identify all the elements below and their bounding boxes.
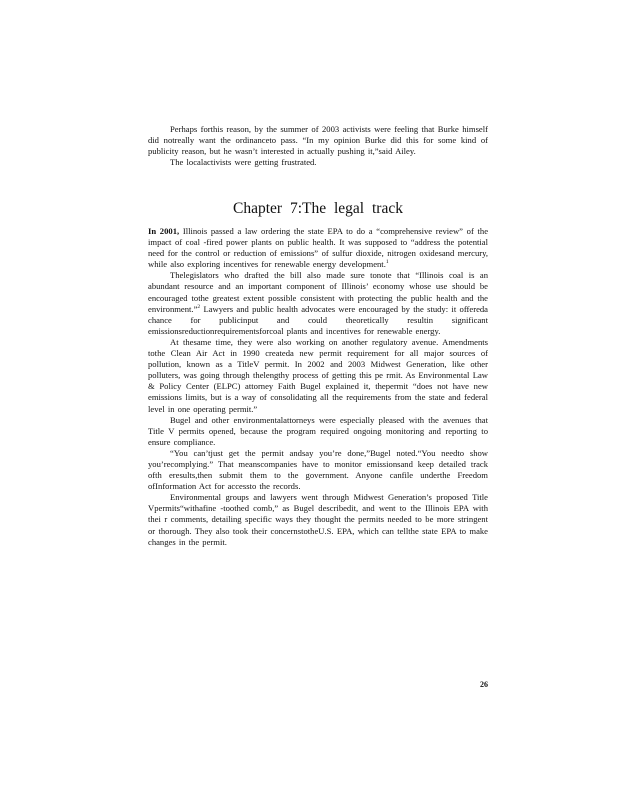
body-paragraph: Bugel and other environmentalattorneys were especially pleased with the avenues that Title V permits opened, because the program required ongoing monitoring and reporting to ensure compliance. <box>148 414 488 447</box>
chapter-body <box>148 226 488 548</box>
body-paragraph <box>148 270 488 337</box>
body-paragraph <box>148 226 488 270</box>
paragraph-lead: In 2001, <box>148 226 180 236</box>
paragraph-text-continued: Lawyers and public health advocates were encouraged by the study: it offereda chance for publicinput and could theoretically resultin significant emissionsreductionrequirementsforcoal plants and incentives for renewable energy. <box>148 303 488 336</box>
paragraph-text: Thelegislators who drafted the bill also made sure tonote that “Illinois coal is an abundant resource and an important component of Illinois’ economy whose use should be encouraged tothe greatest extent possible consistent with protecting the public health and the environment.” <box>148 270 488 314</box>
paragraph-text: Illinois passed a law ordering the state EPA to do a “comprehensive review” of the impact of coal -fired power plants on public health. It was supposed to “address the potential need for the control or reduction of emissions” of sulfur dioxide, nitrogen oxidesand mercury, while also exploring incentives for renewable energy development. <box>148 226 489 270</box>
intro-paragraph: Perhaps forthis reason, by the summer of 2003 activists were feeling that Burke himself did notreally want the ordinanceto pass. “In my opinion Burke did this for some kind of publicity reason, but he wasn’t interested in actually pushing it,”said Ailey. <box>148 124 488 157</box>
footnote-ref: 2 <box>197 303 201 310</box>
footnote-ref: 1 <box>385 259 389 266</box>
body-paragraph: “You can’tjust get the permit andsay you’re done,”Bugel noted.“You needto show you’recomplying.” That meanscompanies have to monitor emissionsand keep detailed track ofth eresults,then submit them to the government. Anyone canfile underthe Freedom ofInformation Act for accessto the records. <box>148 447 488 492</box>
intro-paragraph: The localactivists were getting frustrated. <box>170 157 317 168</box>
body-paragraph: At thesame time, they were also working on another regulatory avenue. Amendments tothe Clean Air Act in 1990 createda new permit requirement for all major sources of pollution, known as a TitleV permit. In 2002 and 2003 Midwest Generation, like other polluters, was going through thelengthy process of getting this pe rmit. As Environmental Law & Policy Center (ELPC) attorney Faith Bugel explained it, thepermit “does not have new emissions limits, but is a way of consolidating all the requirements from the state and federal level in one operating permit.” <box>148 336 488 414</box>
intro-section <box>148 124 488 168</box>
chapter-title: Chapter 7:The legal track <box>233 200 403 217</box>
page-number: 26 <box>480 680 488 689</box>
body-paragraph: Environmental groups and lawyers went through Midwest Generation’s proposed Title Vpermits“withafine -toothed comb,” as Bugel describedit, and went to the Illinois EPA with thei r comments, detailing specific ways they thought the permits needed to be more stringent or thorough. They also took their concernstotheU.S. EPA, which can tellthe state EPA to make changes in the permit. <box>148 492 488 547</box>
